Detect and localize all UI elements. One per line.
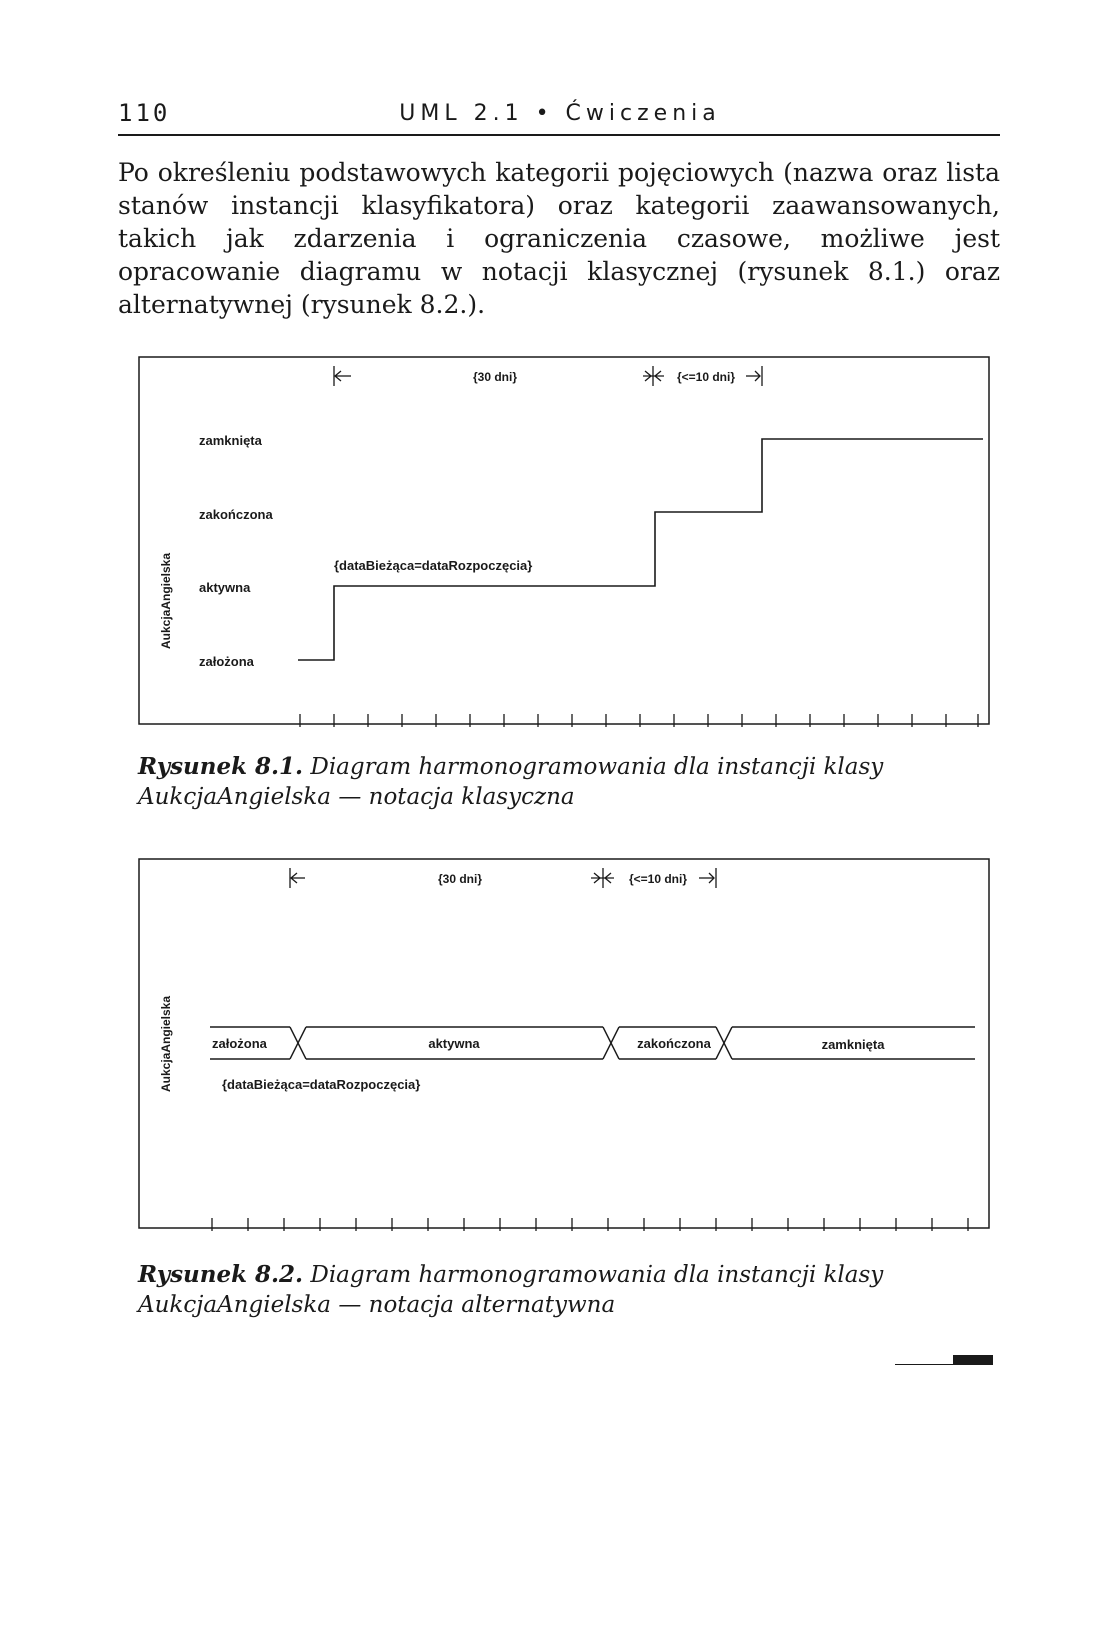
duration-label-30-dni: {30 dni} bbox=[437, 872, 483, 886]
state-label-zalozona: założona bbox=[212, 1036, 267, 1051]
figure-8-1-caption bbox=[138, 752, 998, 812]
caption-text: Diagram harmonogramowania dla instancji klasy AukcjaAngielska — notacja alternatywna bbox=[138, 1262, 884, 1318]
time-constraint: {dataBieżąca=dataRozpoczęcia} bbox=[222, 1077, 421, 1092]
lifeline-label: AukcjaAngielska bbox=[159, 995, 173, 1093]
state-label-zamknieta: zamknięta bbox=[821, 1037, 885, 1052]
page-number: 110 bbox=[118, 99, 171, 127]
time-axis-ticks bbox=[212, 1218, 968, 1231]
footer-block bbox=[953, 1355, 993, 1365]
time-axis-ticks bbox=[300, 714, 978, 727]
state-label-zakonczona: zakończona bbox=[199, 507, 273, 522]
body-paragraph: Po określeniu podstawowych kategorii pojęciowych (nazwa oraz lista stanów instancji klasyfikatora) oraz kategorii zaawansowanych, takich jak zdarzenia i ograniczenia czasowe, możliwe jest opracowanie diagramu w notacji klasycznej (rysunek 8.1.) oraz alternatywnej (rysunek 8.2.). bbox=[118, 158, 1000, 319]
header-rule bbox=[118, 134, 1000, 136]
figure-8-1-timing-diagram bbox=[138, 356, 990, 728]
time-constraint: {dataBieżąca=dataRozpoczęcia} bbox=[334, 558, 533, 573]
state-label-aktywna: aktywna bbox=[428, 1036, 480, 1051]
figure-8-2-canvas bbox=[138, 858, 990, 1232]
duration-label-10-dni: {<=10 dni} bbox=[676, 370, 736, 384]
footer-rule bbox=[895, 1364, 955, 1365]
figure-8-1-canvas bbox=[138, 356, 990, 728]
diagram-frame bbox=[139, 357, 989, 724]
figure-8-2-timing-diagram bbox=[138, 858, 990, 1232]
state-label-zamknieta: zamknięta bbox=[199, 433, 262, 448]
state-label-aktywna: aktywna bbox=[199, 580, 251, 595]
caption-label: Rysunek 8.2. bbox=[138, 1261, 304, 1288]
caption-text: Diagram harmonogramowania dla instancji klasy AukcjaAngielska — notacja klasyczna bbox=[138, 754, 884, 810]
running-header-title: UML 2.1 • Ćwiczenia bbox=[399, 101, 721, 126]
caption-label: Rysunek 8.1. bbox=[138, 753, 304, 780]
duration-label-30-dni: {30 dni} bbox=[472, 370, 518, 384]
state-label-zalozona: założona bbox=[199, 654, 254, 669]
lifeline-label: AukcjaAngielska bbox=[159, 552, 173, 650]
figure-8-2-caption bbox=[138, 1260, 998, 1320]
state-label-zakonczona: zakończona bbox=[637, 1036, 711, 1051]
state-timeline bbox=[298, 439, 983, 660]
duration-label-10-dni: {<=10 dni} bbox=[628, 872, 688, 886]
